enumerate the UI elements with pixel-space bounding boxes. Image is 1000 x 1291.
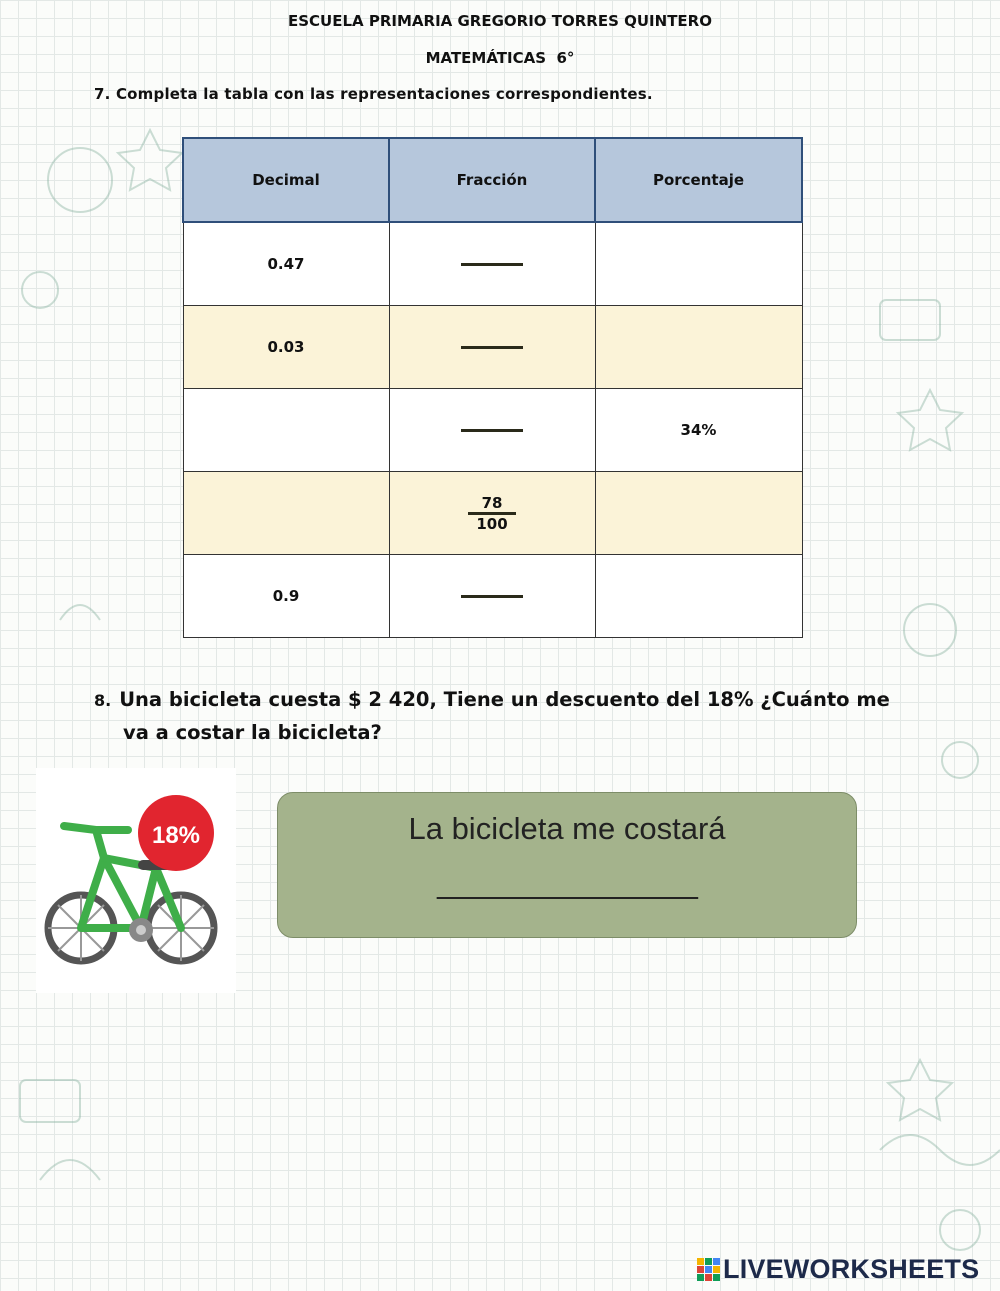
table-row bbox=[183, 555, 802, 638]
decimal-value: 0.03 bbox=[267, 338, 305, 356]
percent-value: 34% bbox=[680, 421, 717, 439]
table-row bbox=[183, 389, 802, 472]
header-decimal: Decimal bbox=[183, 138, 389, 222]
decimal-value: 0.47 bbox=[267, 255, 305, 273]
fraction-cell[interactable] bbox=[389, 222, 595, 306]
table-row bbox=[183, 472, 802, 555]
decimal-cell[interactable] bbox=[183, 306, 389, 389]
table-row bbox=[183, 222, 802, 306]
question-8-line-2: va a costar la bicicleta? bbox=[123, 721, 382, 744]
fraction-cell[interactable] bbox=[389, 389, 595, 472]
percent-cell[interactable] bbox=[595, 555, 802, 638]
answer-box bbox=[277, 792, 857, 938]
percent-cell[interactable] bbox=[595, 389, 802, 472]
table-row bbox=[183, 306, 802, 389]
fraction-blank-line[interactable] bbox=[461, 263, 523, 266]
fraction-blank-line[interactable] bbox=[461, 346, 523, 349]
logo-text: LIVEWORKSHEETS bbox=[723, 1254, 980, 1284]
fraction-blank-line[interactable] bbox=[461, 429, 523, 432]
table-header-row bbox=[183, 138, 802, 222]
percent-cell[interactable] bbox=[595, 472, 802, 555]
question-8 bbox=[94, 684, 924, 749]
bicycle-illustration bbox=[36, 768, 236, 993]
answer-text: La bicicleta me costará bbox=[408, 811, 726, 846]
question-7: 7. Completa la tabla con las representaciones correspondientes. bbox=[94, 85, 653, 103]
answer-blank[interactable]: ________________ bbox=[437, 865, 697, 900]
decimal-cell[interactable] bbox=[183, 555, 389, 638]
fraction-denominator: 100 bbox=[476, 514, 508, 533]
school-title: ESCUELA PRIMARIA GREGORIO TORRES QUINTERO bbox=[288, 12, 712, 30]
header-percent: Porcentaje bbox=[595, 138, 802, 222]
decimal-cell[interactable] bbox=[183, 222, 389, 306]
fraction-value bbox=[468, 494, 517, 533]
decimal-value: 0.9 bbox=[272, 587, 300, 605]
header-fraction: Fracción bbox=[389, 138, 595, 222]
conversion-table bbox=[182, 137, 803, 638]
fraction-numerator: 78 bbox=[468, 494, 517, 515]
fraction-cell[interactable] bbox=[389, 472, 595, 555]
percent-cell[interactable] bbox=[595, 222, 802, 306]
decimal-cell[interactable] bbox=[183, 472, 389, 555]
discount-badge: 18% bbox=[151, 822, 201, 849]
question-8-line-1 bbox=[94, 684, 924, 717]
decimal-cell[interactable] bbox=[183, 389, 389, 472]
question-8-number: 8. bbox=[94, 691, 112, 710]
fraction-cell[interactable] bbox=[389, 555, 595, 638]
percent-cell[interactable] bbox=[595, 306, 802, 389]
fraction-cell[interactable] bbox=[389, 306, 595, 389]
liveworksheets-logo-icon bbox=[697, 1258, 721, 1282]
subject-title: MATEMÁTICAS 6° bbox=[425, 49, 575, 67]
bicycle-icon bbox=[36, 768, 236, 993]
fraction-blank-line[interactable] bbox=[461, 595, 523, 598]
question-8-text-1: Una bicicleta cuesta $ 2 420, Tiene un descuento del 18% ¿Cuánto me bbox=[119, 688, 890, 711]
